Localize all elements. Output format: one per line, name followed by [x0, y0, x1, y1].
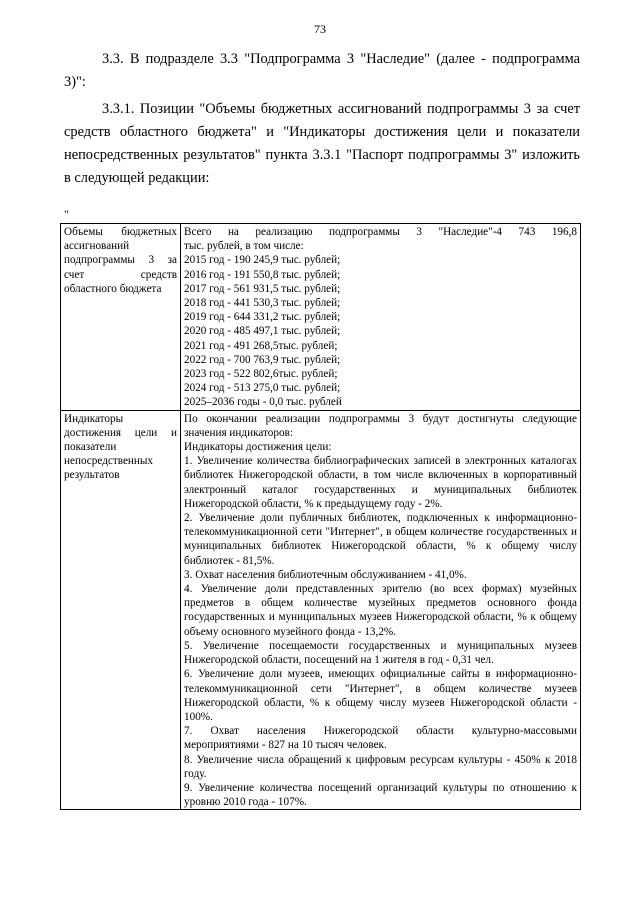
budget-total-line-1: Всего на реализацию подпрограммы 3 "Наследие"-4 743 196,8	[184, 226, 577, 238]
table-row-budget	[61, 224, 581, 411]
page-number: 73	[314, 22, 326, 36]
table-row-indicators	[61, 410, 581, 810]
budget-year-line: 2016 год - 191 550,8 тыс. рублей;	[184, 268, 341, 281]
indicators-label: Индикаторы достижения цели и показатели непосредственных результатов	[64, 412, 177, 482]
budget-year-line: 2020 год - 485 497,1 тыс. рублей;	[184, 325, 341, 338]
intro-paragraph-2: 3.3.1. Позиции "Объемы бюджетных ассигнований подпрограммы 3 за счет средств областного бюджета" и "Индикаторы достижения цели и показатели непосредственных результатов" пункта 3.3.1 "Паспорт подпрограммы 3" изложить в следующей редакции:	[64, 101, 580, 186]
indicator-item: 9. Увеличение количества посещений организаций культуры по отношению к уровню 2010 года - 107%.	[184, 781, 577, 809]
budget-year-line: 2022 год - 700 763,9 тыс. рублей;	[184, 353, 341, 366]
indicators-heading: Индикаторы достижения цели:	[184, 441, 332, 454]
budget-year-line: 2025–2036 годы - 0,0 тыс. рублей	[184, 396, 342, 409]
budget-year-line: 2023 год - 522 802,6тыс. рублей;	[184, 368, 338, 381]
intro-paragraph-1: 3.3. В подразделе 3.3 "Подпрограмма 3 "Наследие" (далее - подпрограмма 3)":	[64, 51, 580, 90]
budget-year-line: 2015 год - 190 245,9 тыс. рублей;	[184, 254, 341, 267]
indicator-item: 2. Увеличение доли публичных библиотек, подключенных к информационно-телекоммуникационной сети "Интернет", в общем количестве государственных и муниципальных библиотек Нижегородской области, % к общему числу библиотек - 81,5%.	[184, 512, 577, 567]
indicator-item: 7. Охват населения Нижегородской области культурно-массовыми мероприятиями - 827 на 10 тысяч человек.	[184, 725, 577, 752]
indicators-label-cell	[61, 410, 181, 810]
budget-value-cell	[181, 224, 581, 411]
indicators-intro: По окончании реализации подпрограммы 3 будут достигнуты следующие значения индикаторов:	[184, 412, 577, 439]
indicator-item: 1. Увеличение количества библиографических записей в электронных каталогах библиотек Нижегородской области, в том числе включенных в корпоративный электронный каталог государственных и муниципальных библиотек Нижегородской области, % к предыдущему году - 2%.	[184, 455, 577, 510]
budget-total-line-2: тыс. рублей, в том числе:	[184, 240, 304, 253]
budget-label: Объемы бюджетных ассигнований подпрограммы 3 за счет средств областного бюджета	[64, 226, 177, 295]
budget-label-cell	[61, 224, 181, 411]
indicator-item: 8. Увеличение числа обращений к цифровым ресурсам культуры - 450% к 2018 году.	[184, 753, 577, 780]
budget-year-line: 2021 год - 491 268,5тыс. рублей;	[184, 339, 338, 352]
indicator-item: 5. Увеличение посещаемости государственных и муниципальных музеев Нижегородской области, посещений на 1 жителя в год - 0,31 чел.	[184, 639, 577, 667]
indicators-value-cell	[181, 410, 581, 810]
budget-year-line: 2018 год - 441 530,3 тыс. рублей;	[184, 297, 341, 310]
budget-year-line: 2017 год - 561 931,5 тыс. рублей;	[184, 282, 341, 295]
opening-quote-mark: "	[64, 207, 69, 221]
indicator-item: 4. Увеличение доли представленных зрителю (во всех формах) музейных предметов в общем количестве музейных предметов основного фонда государственных и муниципальных музеев Нижегородской области, % к общему объему основного музейного фонда - 13,2%.	[184, 583, 577, 638]
indicator-item: 3. Охват населения библиотечным обслуживанием - 41,0%.	[184, 568, 467, 581]
budget-year-line: 2024 год - 513 275,0 тыс. рублей;	[184, 382, 341, 395]
indicator-item: 6. Увеличение доли музеев, имеющих официальные сайты в информационно-телекоммуникационной сети "Интернет", в общем количестве музеев Нижегородской области, % к общему числу музеев Нижегородской области - 100%.	[184, 668, 577, 723]
passport-table	[60, 223, 581, 810]
budget-year-line: 2019 год - 644 331,2 тыс. рублей;	[184, 311, 341, 324]
